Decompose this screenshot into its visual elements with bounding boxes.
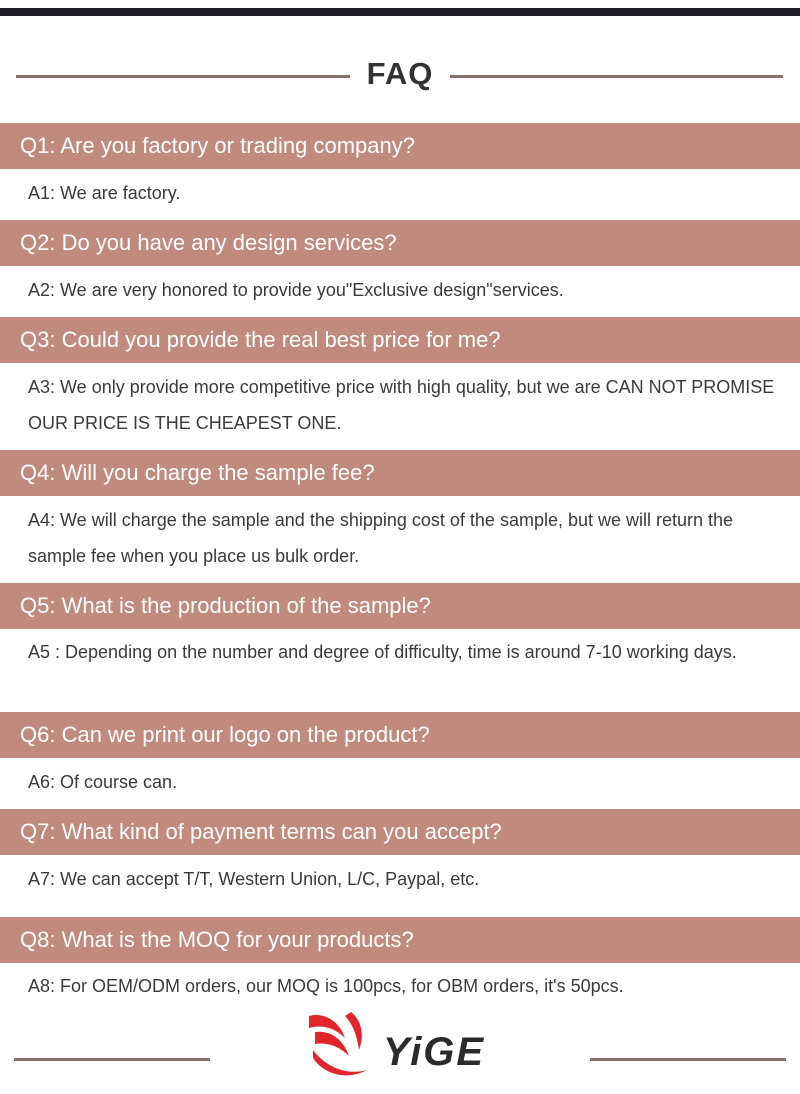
faq-question-2: Q2: Do you have any design services? <box>0 220 800 266</box>
page-title: FAQ <box>366 56 434 91</box>
faq-question-6: Q6: Can we print our logo on the product? <box>0 712 800 758</box>
faq-answer-1: A1: We are factory. <box>28 183 181 203</box>
brand-logo-icon <box>305 1006 375 1082</box>
faq-answer-3: A3: We only provide more competitive price with high quality, but we are CAN NOT PROMISE OUR PRICE IS THE CHEAPEST ONE. <box>28 377 775 433</box>
faq-question-3: Q3: Could you provide the real best price for me? <box>0 317 800 363</box>
top-band <box>0 8 800 16</box>
top-bar <box>0 0 800 16</box>
header-divider-right <box>450 75 783 78</box>
faq-answer-5: A5 : Depending on the number and degree of difficulty, time is around 7-10 working days. <box>28 642 737 662</box>
faq-question-1: Q1: Are you factory or trading company? <box>0 123 800 169</box>
faq-header <box>0 52 800 100</box>
faq-answer-6: A6: Of course can. <box>28 772 178 792</box>
footer-divider-right <box>590 1058 786 1061</box>
header-divider-left <box>16 75 350 78</box>
faq-answer-4: A4: We will charge the sample and the shipping cost of the sample, but we will return the sample fee when you place us bulk order. <box>28 510 734 566</box>
faq-answer-8: A8: For OEM/ODM orders, our MOQ is 100pcs, for OBM orders, it's 50pcs. <box>28 976 624 996</box>
faq-answer-7: A7: We can accept T/T, Western Union, L/C, Paypal, etc. <box>28 869 480 889</box>
faq-question-4: Q4: Will you charge the sample fee? <box>0 450 800 496</box>
faq-question-8: Q8: What is the MOQ for your products? <box>0 917 800 963</box>
faq-question-7: Q7: What kind of payment terms can you accept? <box>0 809 800 855</box>
faq-question-5: Q5: What is the production of the sample? <box>0 583 800 629</box>
brand-logo-text: YiGE <box>383 1030 486 1074</box>
faq-answer-2: A2: We are very honored to provide you"Exclusive design"services. <box>28 280 564 300</box>
footer <box>0 1006 800 1094</box>
footer-divider-left <box>14 1058 210 1061</box>
